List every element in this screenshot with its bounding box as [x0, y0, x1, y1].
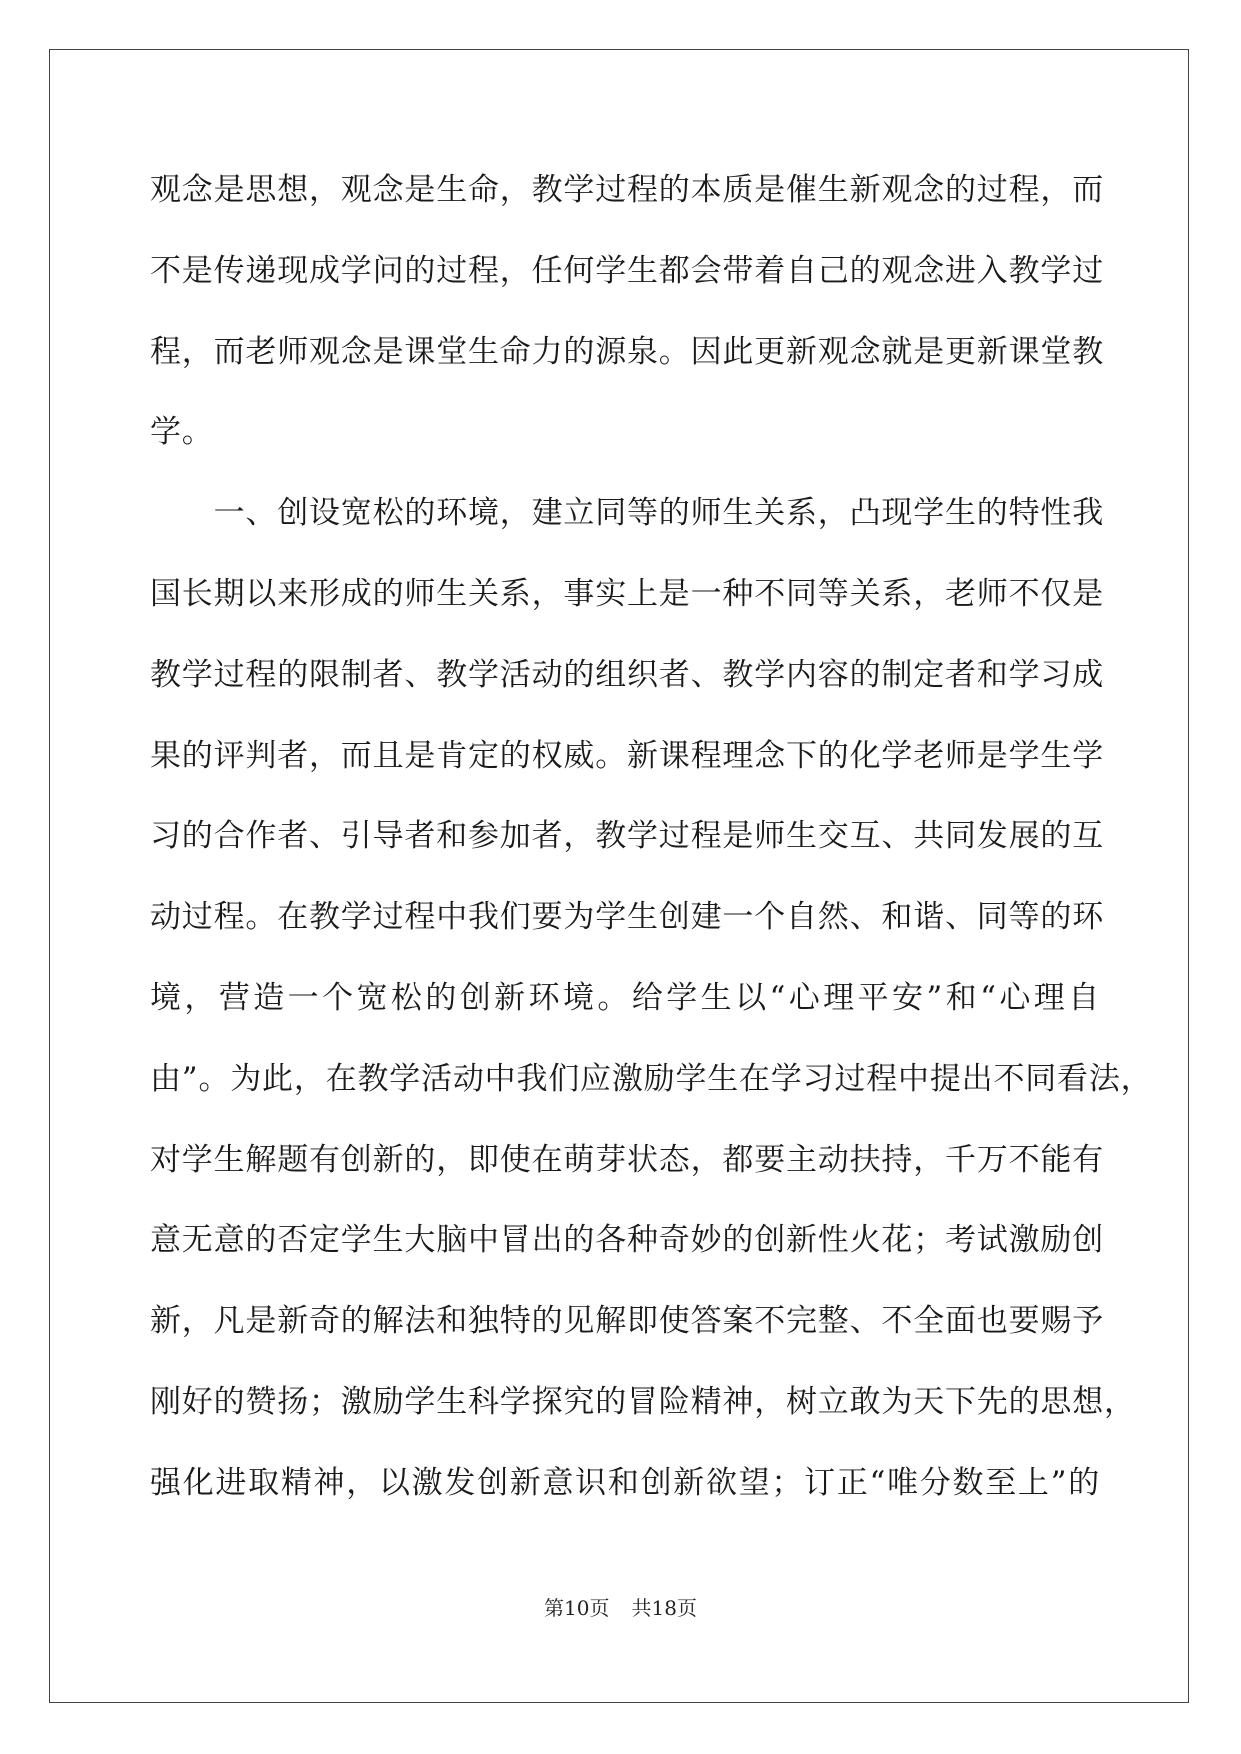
page-number-current: 第10页 — [544, 1596, 610, 1620]
text-line: 意无意的否定学生大脑中冒出的各种奇妙的创新性火花；考试激励创 — [150, 1222, 1104, 1259]
text-line: 新，凡是新奇的解法和独特的见解即使答案不完整、不全面也要赐予 — [150, 1303, 1104, 1340]
text-line: 果的评判者，而且是肯定的权威。新课程理念下的化学老师是学生学 — [150, 737, 1104, 774]
page-footer — [0, 1592, 1241, 1621]
text-line: 强化进取精神，以激发创新意识和创新欲望；订正“唯分数至上”的 — [150, 1464, 1100, 1501]
text-line: 程，而老师观念是课堂生命力的源泉。因此更新观念就是更新课堂教 — [150, 333, 1104, 370]
page-number-total: 共18页 — [631, 1596, 697, 1620]
text-line: 对学生解题有创新的，即使在萌芽状态，都要主动扶持，千万不能有 — [150, 1141, 1104, 1178]
document-body — [150, 150, 1153, 1524]
text-line: 由”。为此，在教学活动中我们应激励学生在学习过程中提出不同看法， — [150, 1060, 1153, 1097]
text-line: 刚好的赞扬；激励学生科学探究的冒险精神，树立敢为天下先的思想， — [150, 1383, 1136, 1420]
text-line: 学。 — [150, 414, 214, 451]
text-line: 境，营造一个宽松的创新环境。给学生以“心理平安”和“心理自 — [150, 979, 1100, 1016]
text-line: 观念是思想，观念是生命，教学过程的本质是催生新观念的过程，而 — [150, 172, 1104, 208]
text-line: 教学过程的限制者、教学活动的组织者、教学内容的制定者和学习成 — [150, 656, 1104, 693]
text-line: 国长期以来形成的师生关系，事实上是一种不同等关系，老师不仅是 — [150, 575, 1104, 612]
text-line: 动过程。在教学过程中我们要为学生创建一个自然、和谐、同等的环 — [150, 899, 1104, 936]
text-line: 不是传递现成学问的过程，任何学生都会带着自己的观念进入教学过 — [150, 252, 1104, 289]
text-line: 习的合作者、引导者和参加者，教学过程是师生交互、共同发展的互 — [150, 818, 1104, 855]
text-line: 一、创设宽松的环境，建立同等的师生关系，凸现学生的特性我 — [150, 495, 1104, 532]
